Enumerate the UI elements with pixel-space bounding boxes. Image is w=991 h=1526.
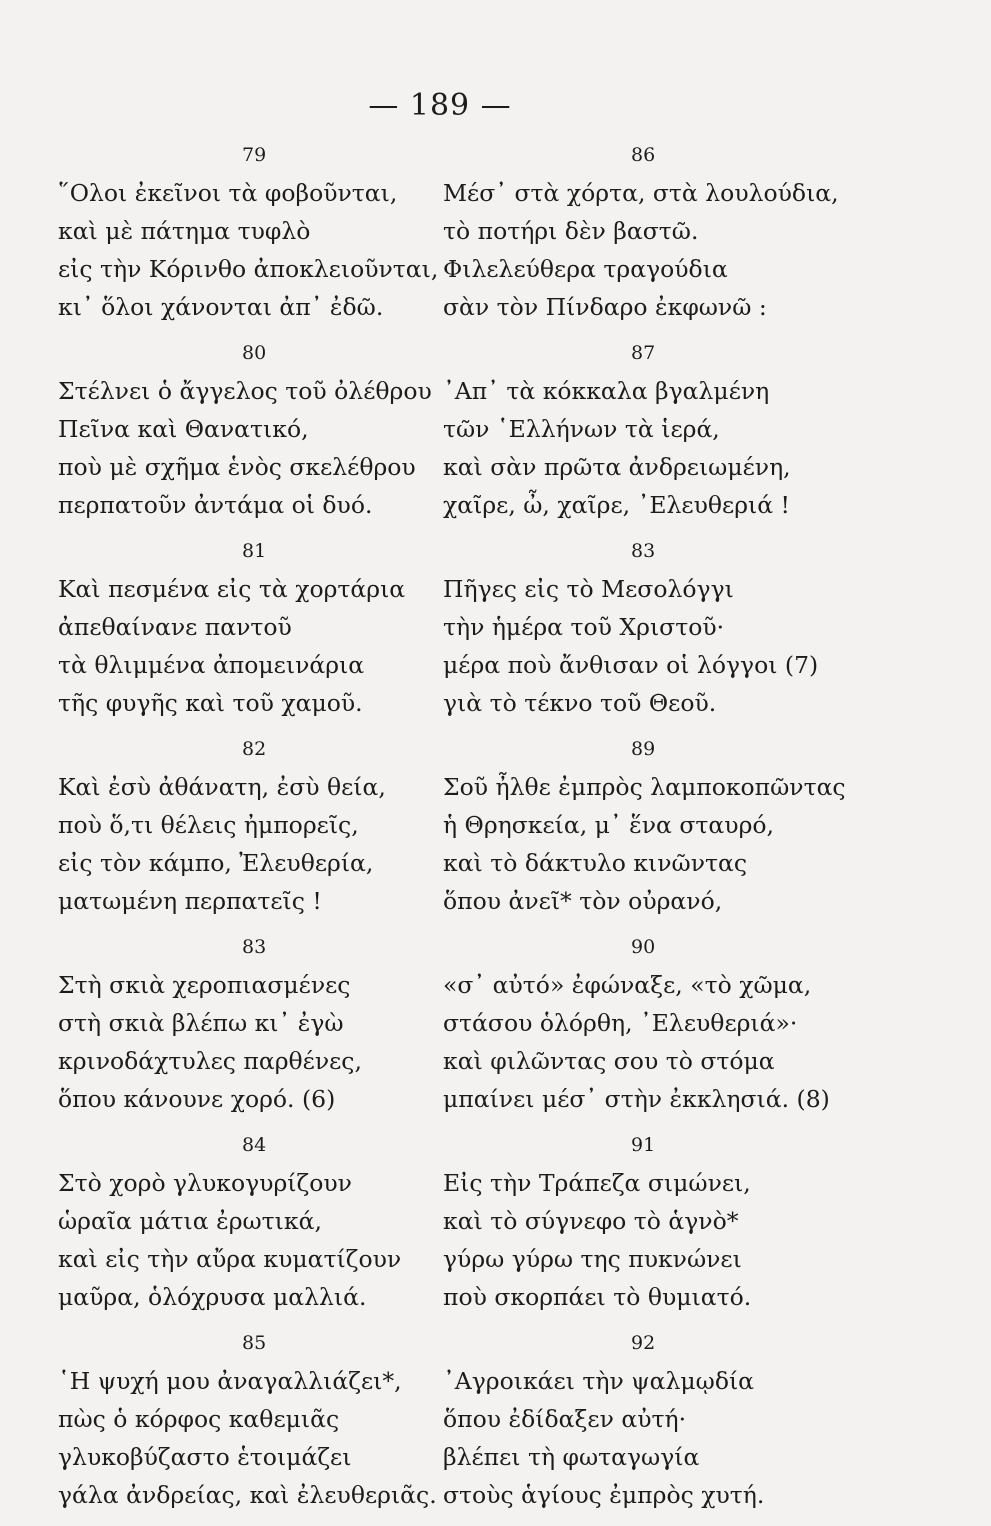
verse-line: γλυκοβύζαστο ἑτοιμάζει [58, 1443, 352, 1471]
verse-line: ποὺ μὲ σχῆμα ἑνὸς σκελέθρου [58, 453, 416, 481]
verse-line: Στὸ χορὸ γλυκογυρίζουν [58, 1169, 352, 1197]
verse-line: καὶ τὸ δάκτυλο κινῶντας [443, 849, 748, 877]
stanza-number: 92 [631, 1332, 656, 1354]
verse-line: τῆς φυγῆς καὶ τοῦ χαμοῦ. [58, 689, 363, 717]
verse-line: ῾Η ψυχή μου ἀναγαλλιάζει*, [58, 1367, 402, 1395]
verse-line: Καὶ πεσμένα εἰς τὰ χορτάρια [58, 575, 406, 603]
left-column [58, 140, 478, 1526]
stanza [443, 140, 863, 338]
verse-line: Στέλνει ὁ ἄγγελος τοῦ ὀλέθρου [58, 377, 432, 405]
verse-line: τῶν ῾Ελλήνων τὰ ἱερά, [443, 415, 720, 443]
verse-line: τὴν ἡμέρα τοῦ Χριστοῦ· [443, 613, 725, 641]
verse-line: ποὺ ὅ,τι θέλεις ἠμπορεῖς, [58, 811, 359, 839]
verse-line: Μέσ᾿ στὰ χόρτα, στὰ λουλούδια, [443, 179, 839, 207]
verse-line: μαῦρα, ὁλόχρυσα μαλλιά. [58, 1283, 367, 1311]
verse-line: ἀπεθαίνανε παντοῦ [58, 613, 292, 641]
stanza-number: 91 [631, 1134, 656, 1156]
verse-line: ποὺ σκορπάει τὸ θυμιατό. [443, 1283, 752, 1311]
stanza [58, 1130, 478, 1328]
verse-line: ὅπου ἐδίδαξεν αὐτή· [443, 1405, 687, 1433]
verse-line: ᾿Απ᾿ τὰ κόκκαλα βγαλμένη [443, 377, 770, 405]
stanza-number: 83 [631, 540, 656, 562]
verse-line: καὶ μὲ πάτημα τυφλὸ [58, 217, 311, 245]
stanza [58, 1328, 478, 1526]
stanza [58, 932, 478, 1130]
stanza-number: 89 [631, 738, 656, 760]
stanza [58, 338, 478, 536]
verse-line: τὸ ποτήρι δὲν βαστῶ. [443, 217, 699, 245]
verse-line: μέρα ποὺ ἄνθισαν οἱ λόγγοι (7) [443, 651, 819, 679]
verse-line: Πεῖνα καὶ Θανατικό, [58, 415, 309, 443]
stanza-number: 86 [631, 144, 656, 166]
stanza-number: 82 [242, 738, 267, 760]
stanza [443, 1130, 863, 1328]
verse-line: καὶ τὸ σύγνεφο τὸ ἁγνὸ* [443, 1207, 739, 1235]
verse-line: περπατοῦν ἀντάμα οἱ δυό. [58, 491, 373, 519]
right-column [443, 140, 863, 1526]
verse-line: ἡ Θρησκεία, μ᾿ ἕνα σταυρό, [443, 811, 774, 839]
verse-line: σὰν τὸν Πίνδαρο ἐκφωνῶ : [443, 293, 767, 321]
verse-line: γάλα ἀνδρείας, καὶ ἐλευθεριᾶς. [58, 1481, 437, 1509]
verse-line: βλέπει τὴ φωταγωγία [443, 1443, 700, 1471]
verse-line: εἰς τὴν Κόρινθο ἀποκλειοῦνται, [58, 255, 439, 283]
verse-line: κι᾿ ὅλοι χάνονται ἀπ᾿ ἐδῶ. [58, 293, 384, 321]
stanza [58, 734, 478, 932]
stanza [58, 140, 478, 338]
verse-line: ὡραῖα μάτια ἐρωτικά, [58, 1207, 322, 1235]
stanza [443, 536, 863, 734]
verse-line: στάσου ὁλόρθη, ᾿Ελευθεριά»· [443, 1009, 798, 1037]
verse-line: καὶ φιλῶντας σου τὸ στόμα [443, 1047, 775, 1075]
verse-line: γύρω γύρω της πυκνώνει [443, 1245, 742, 1273]
stanza-number: 84 [242, 1134, 267, 1156]
verse-line: «σ᾿ αὐτό» ἐφώναξε, «τὸ χῶμα, [443, 971, 812, 999]
verse-line: ματωμένη περπατεῖς ! [58, 887, 322, 915]
page-number: — 189 — [368, 88, 512, 123]
stanza-number: 90 [631, 936, 656, 958]
stanza-number: 80 [242, 342, 267, 364]
verse-line: ὅπου κάνουνε χορό. (6) [58, 1085, 336, 1113]
verse-line: Εἰς τὴν Τράπεζα σιμώνει, [443, 1169, 751, 1197]
verse-line: Πῆγες εἰς τὸ Μεσολόγγι [443, 575, 734, 603]
stanza-number: 87 [631, 342, 656, 364]
stanza [443, 1328, 863, 1526]
verse-line: καὶ σὰν πρῶτα ἀνδρειωμένη, [443, 453, 791, 481]
verse-line: εἰς τὸν κάμπο, Ἐλευθερία, [58, 849, 374, 877]
verse-line: Καὶ ἐσὺ ἀθάνατη, ἐσὺ θεία, [58, 773, 386, 801]
verse-line: Σοῦ ἦλθε ἐμπρὸς λαμποκοπῶντας [443, 773, 846, 801]
verse-line: στοὺς ἁγίους ἐμπρὸς χυτή. [443, 1481, 765, 1509]
verse-line: ὅπου ἀνεῖ* τὸν οὐρανό, [443, 887, 723, 915]
stanza [58, 536, 478, 734]
verse-line: μπαίνει μέσ᾿ στὴν ἐκκλησιά. (8) [443, 1085, 830, 1113]
stanza-number: 85 [242, 1332, 267, 1354]
verse-line: Στὴ σκιὰ χεροπιασμένες [58, 971, 351, 999]
stanza-number: 79 [242, 144, 267, 166]
verse-line: γιὰ τὸ τέκνο τοῦ Θεοῦ. [443, 689, 717, 717]
verse-line: Φιλελεύθερα τραγούδια [443, 255, 728, 283]
stanza [443, 338, 863, 536]
stanza [443, 734, 863, 932]
verse-line: πὼς ὁ κόρφος καθεμιᾶς [58, 1405, 340, 1433]
stanza-number: 83 [242, 936, 267, 958]
verse-line: ᾿Αγροικάει τὴν ψαλμῳδία [443, 1367, 755, 1395]
verse-line: ῞Ολοι ἐκεῖνοι τὰ φοβοῦνται, [58, 179, 398, 207]
verse-line: χαῖρε, ὦ, χαῖρε, ᾿Ελευθεριά ! [443, 491, 791, 519]
verse-line: στὴ σκιὰ βλέπω κι᾿ ἐγὼ [58, 1009, 344, 1037]
verse-line: κρινοδάχτυλες παρθένες, [58, 1047, 362, 1075]
stanza-number: 81 [242, 540, 267, 562]
verse-line: τὰ θλιμμένα ἀπομεινάρια [58, 651, 365, 679]
verse-line: καὶ εἰς τὴν αὔρα κυματίζουν [58, 1245, 402, 1273]
stanza [443, 932, 863, 1130]
